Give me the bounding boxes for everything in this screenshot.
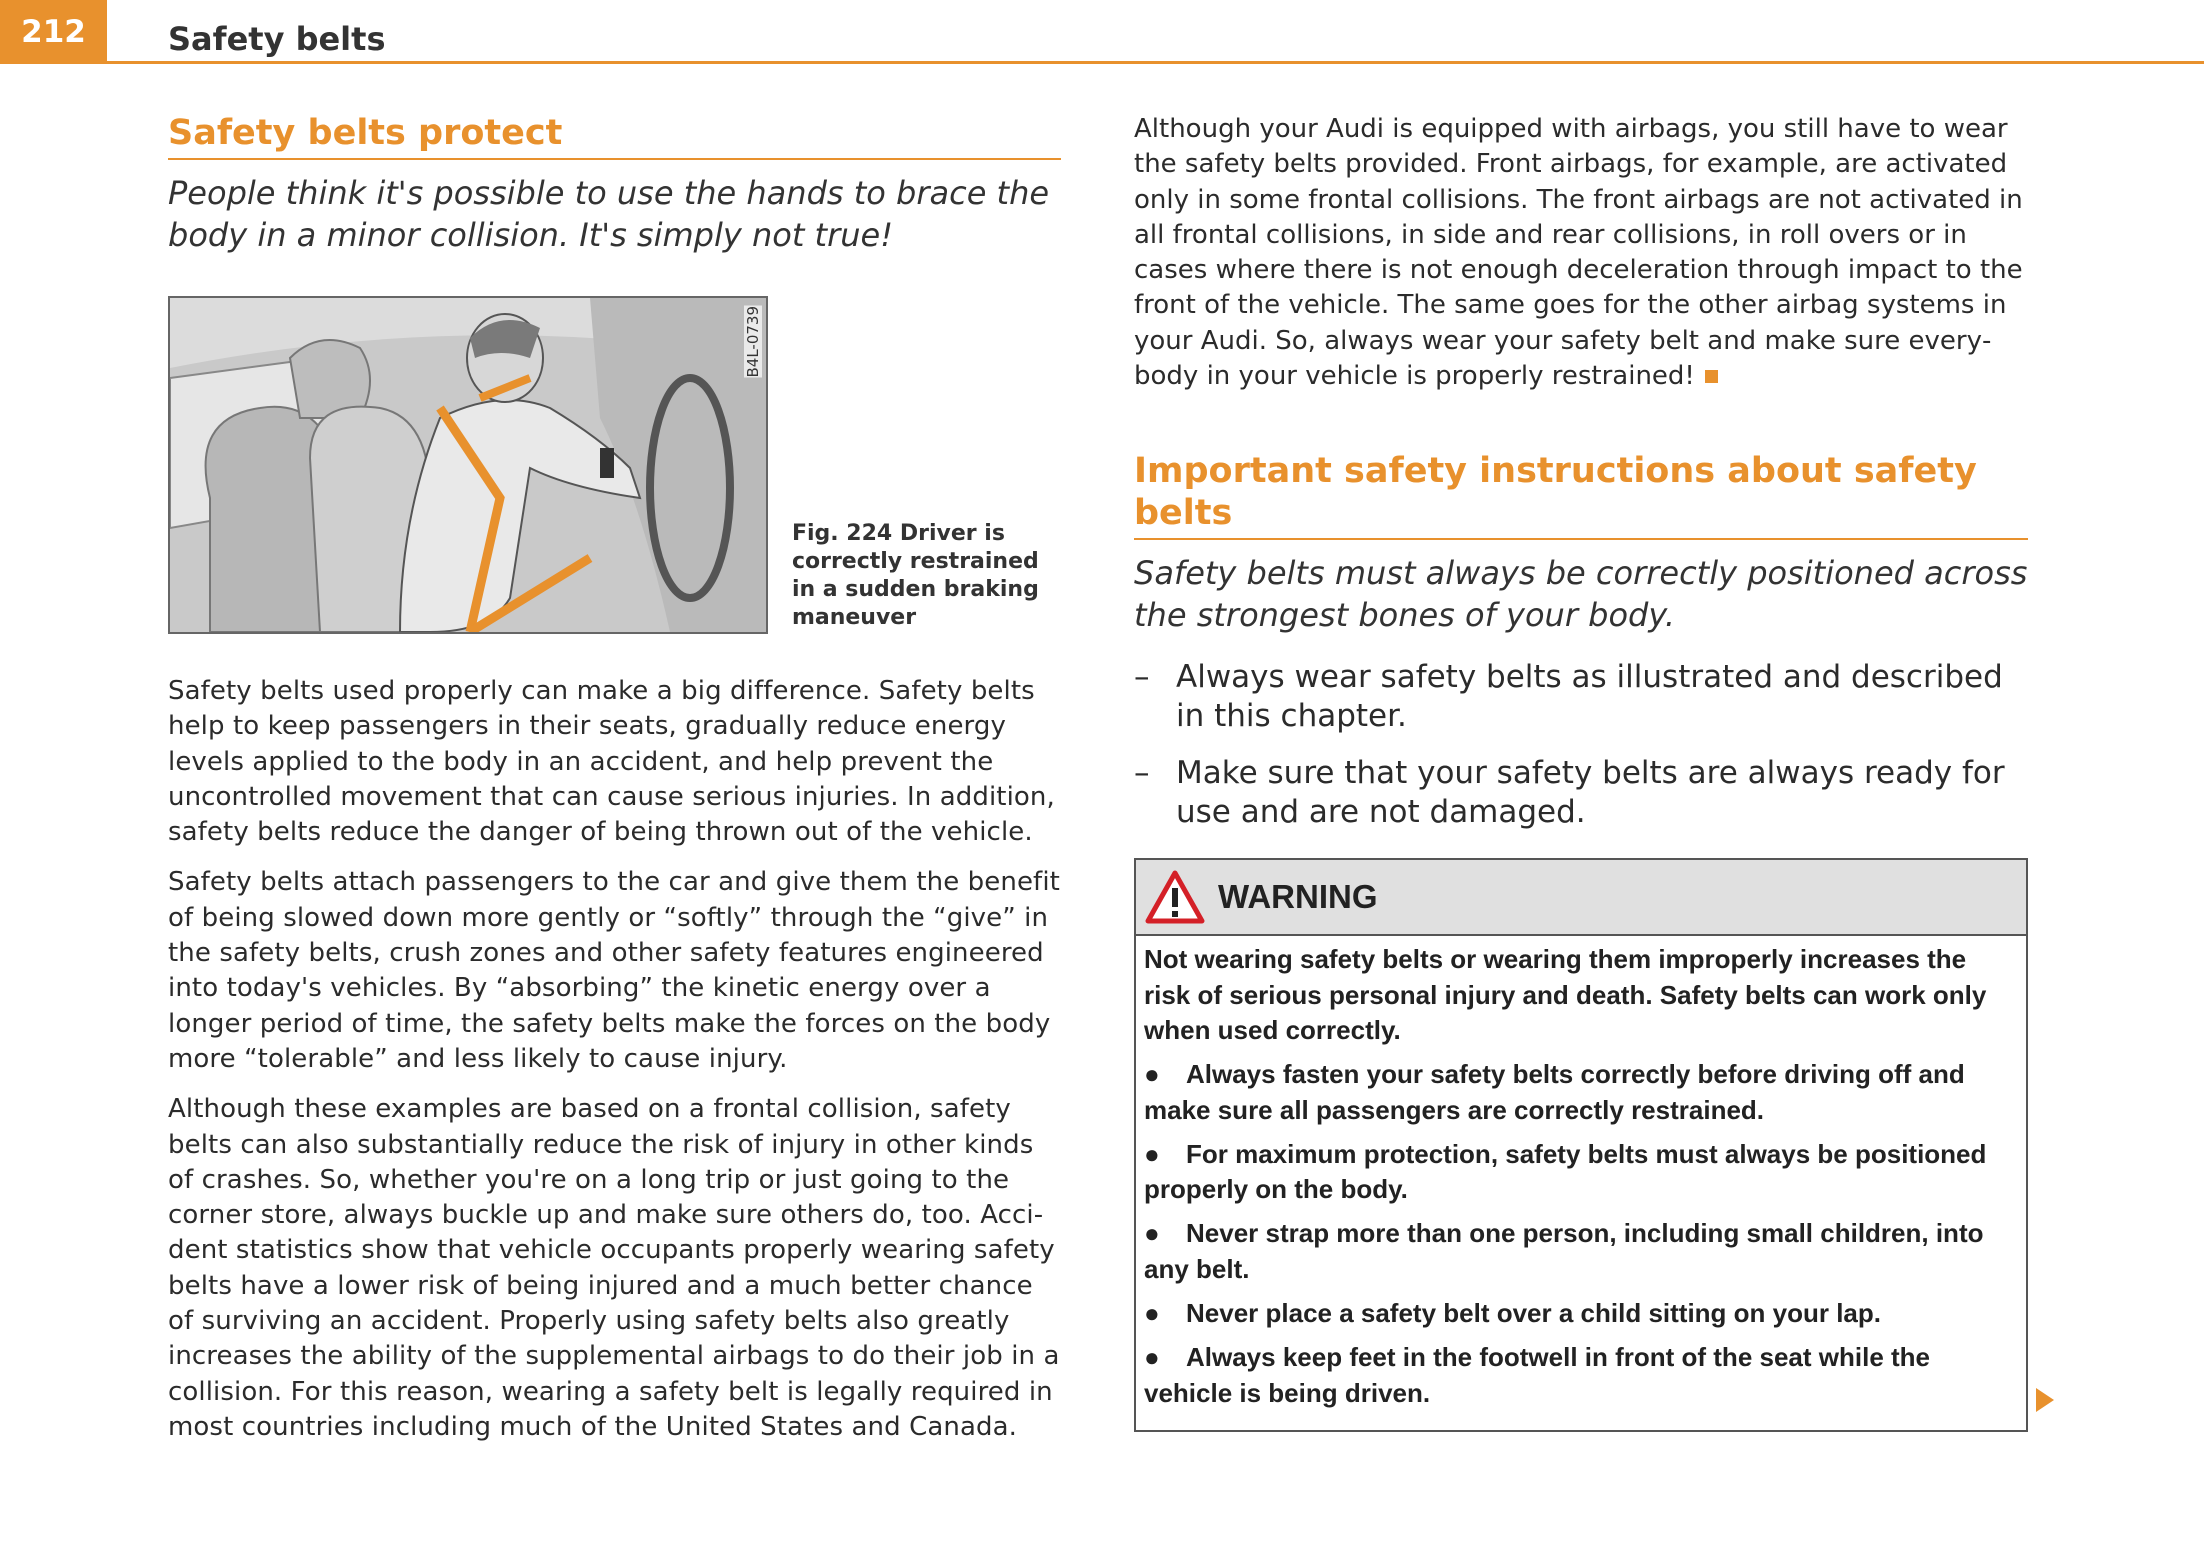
warning-body (1136, 936, 2026, 1430)
intro-paragraph (1134, 112, 2028, 394)
next-page-arrow-icon[interactable] (2034, 1386, 2056, 1414)
instructions-section (1134, 450, 2028, 832)
warning-title: WARNING (1218, 878, 1378, 916)
paragraph-3: Although these examples are based on a frontal collision, safety belts can also substantially reduce the risk of injury in other kinds of crashes. So, whether you're on a long trip or just going to the corner store, always buckle up and make sure others do, too. Accident statistics show that vehicle occupants properly wearing safety belts have a lower risk of being injured and a much better chance of surviving an accident. Properly using safety belts also greatly increases the ability of the supplemental airbags to do their job in a collision. For this reason, wearing a safety belt is legally required in most countries including much of the United States and Canada. (168, 1094, 1060, 1442)
bullet-icon: ● (1144, 1138, 1160, 1169)
paragraph-1: Safety belts used properly can make a big difference. Safety belts help to keep passengers in their seats, gradually reduce energy levels applied to the body in an accident, and help prevent the uncontrolled movement that can cause serious injuries. In addition, safety belts reduce the danger of being thrown out of the vehicle. (168, 676, 1055, 848)
right-column (1134, 112, 2028, 1432)
instructions-lead: Safety belts must always be correctly positioned across the strongest bones of your body. (1134, 554, 2028, 635)
warning-box (1134, 858, 2028, 1432)
dash-marker: – (1134, 755, 1150, 792)
section-title: Safety belts (168, 20, 386, 58)
left-column (168, 112, 1061, 1460)
figure-driver-illustration (168, 296, 768, 634)
list-item-text: Make sure that your safety belts are always ready for use and are not damaged. (1176, 755, 2005, 831)
bullet-icon: ● (1144, 1059, 1160, 1090)
warning-bullet (1144, 1340, 2014, 1411)
intro-text: Although your Audi is equipped with airbags, you still have to wear the safety belts provided. Front airbags, for example, are activated only in some frontal collisions. The front airbags are not activated in all frontal collisions, in side and rear collisions, in roll overs or in cases where there is not enough deceleration through impact to the front of the vehicle. The same goes for the other airbag systems in your Audi. So, always wear your safety belt and make sure everybody in your vehicle is properly restrained! (1134, 114, 2023, 392)
figure-code: B4L-0739 (743, 306, 762, 378)
heading-safety-belts-protect: Safety belts protect (168, 112, 1061, 160)
end-square-icon (1705, 370, 1718, 383)
warning-bullet (1144, 1057, 2014, 1128)
header-rule (107, 61, 2204, 64)
list-item-text: Always wear safety belts as illustrated and described in this chapter. (1176, 659, 2003, 735)
warning-intro: Not wearing safety belts or wearing them improperly increases the risk of serious personal injury and death. Safety belts can work only when used correctly. (1144, 944, 1987, 1045)
driver-illustration (170, 298, 768, 632)
warning-bullet (1144, 1296, 2014, 1331)
warning-header (1136, 860, 2026, 936)
warning-bullet-text: Never strap more than one person, including small children, into any belt. (1144, 1218, 1984, 1284)
warning-bullet-text: For maximum protection, safety belts must always be positioned properly on the body. (1144, 1138, 1987, 1205)
warning-bullet (1144, 1216, 2014, 1287)
page-header (0, 0, 2204, 64)
bullet-icon: ● (1144, 1298, 1160, 1329)
list-item (1134, 658, 2028, 736)
warning-bullet (1144, 1137, 2014, 1208)
warning-triangle-icon (1144, 869, 1206, 925)
warning-bullet-text: Never place a safety belt over a child sitting on your lap. (1186, 1298, 1881, 1329)
lead-text: People think it's possible to use the hands to brace the body in a minor collision. It's simply not true! (168, 174, 1050, 254)
dash-marker: – (1134, 659, 1150, 696)
heading-important-instructions: Important safety instructions about safety belts (1134, 450, 2028, 540)
bullet-icon: ● (1144, 1342, 1160, 1373)
bullet-icon: ● (1144, 1218, 1160, 1249)
figure-row (168, 296, 1061, 634)
instruction-list (1134, 658, 2028, 832)
figure-caption: Fig. 224 Driver is correctly restrained in a sudden braking maneuver (791, 521, 1039, 630)
warning-bullet-text: Always fasten your safety belts correctly before driving off and make sure all passengers are correctly restrained. (1144, 1059, 1965, 1125)
page-number: 212 (0, 0, 107, 64)
list-item (1134, 754, 2028, 832)
paragraph-2: Safety belts attach passengers to the car and give them the benefit of being slowed down more gently or “softly” through the “give” in the safety belts, crush zones and other safety features engineered into today's vehicles. By “absorbing” the kinetic energy over a longer period of time, the safety belts make the forces on the body more “tolerable” and less likely to cause injury. (168, 867, 1060, 1074)
warning-bullet-text: Always keep feet in the footwell in front of the seat while the vehicle is being driven. (1144, 1342, 1930, 1408)
